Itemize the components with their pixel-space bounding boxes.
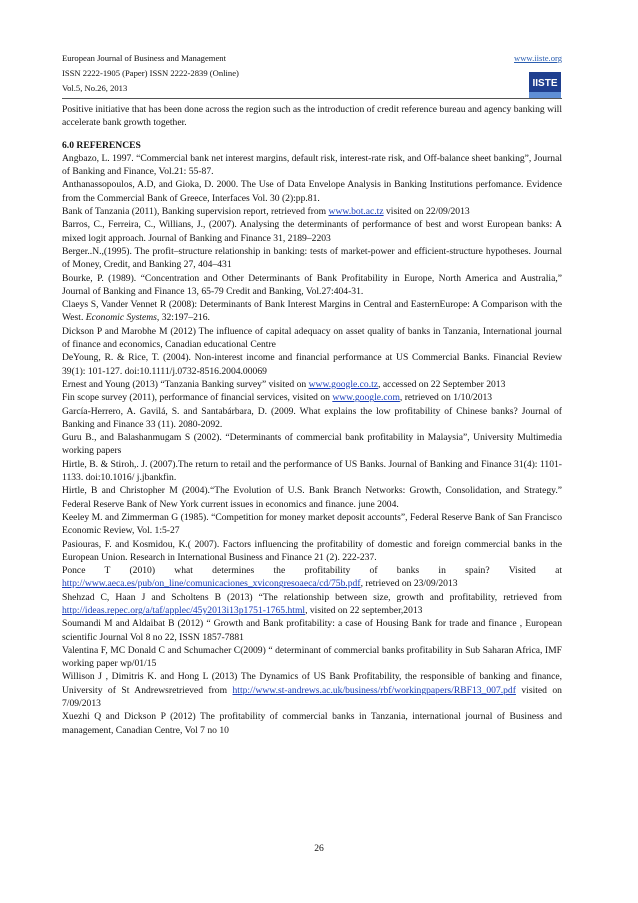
reference-entry (62, 458, 562, 485)
reference-entry (62, 325, 562, 352)
reference-text: Bourke, P. (1989). “Concentration and Other Determinants of Bank Profitability in Europe, North America and Australia,” Journal of Banking and Finance 13, 65-79 Credit and Banking, Vol.27:404-31. (62, 272, 562, 297)
journal-title: European Journal of Business and Management (62, 53, 226, 63)
reference-entry (62, 272, 562, 299)
reference-text: Keeley M. and Zimmerman G (1985). “Competition for money market deposit accounts”, Federal Reserve Bank of San Francisco Economic Review, Vol. 1:5-27 (62, 511, 562, 537)
reference-entry (62, 431, 562, 458)
reference-text: Pasiouras, F. and Kosmidou, K.( 2007). Factors influencing the profitability of domestic and foreign commercial banks in the European Union. Research in International Business and Finance 21 (2). 222-237. (62, 538, 562, 563)
reference-text-tail: , retrieved on 23/09/2013 (360, 578, 458, 590)
reference-text-tail: visited on 7/09/2013 (62, 684, 562, 710)
references-heading: 6.0 REFERENCES (62, 139, 141, 151)
reference-text-tail: , accessed on 22 September 2013 (378, 378, 506, 390)
reference-text-tail: , retrieved on 1/10/2013 (399, 392, 493, 404)
reference-entry (62, 710, 562, 737)
reference-text: Ernest and Young (2013) “Tanzania Banking survey” visited on (62, 378, 309, 390)
reference-text: Soumandi M and Aldaibat B (2012) “ Growth and Bank profitability: a case of Housing Bank for trade and finance , European scientific Journal Vol 8 no 22, ISSN 1857-7881 (62, 618, 562, 643)
reference-entry (62, 178, 562, 205)
reference-entry (62, 617, 562, 644)
reference-text: Hirtle, B. & Stiroh,. J. (2007).The return to retail and the performance of US Banks. Journal of Banking and Finance 31(4): 1101-1133. doi:10.1016/ j.jbankfin. (62, 458, 562, 484)
intro-paragraph: Positive initiative that has been done across the region such as the introduction of credit reference bureau and agency banking will accelerate bank growth together. (62, 104, 562, 129)
reference-entry (62, 391, 562, 404)
reference-entry (62, 644, 562, 671)
reference-text: Barros, C., Ferreira, C., Willians, J., (2007). Analysing the determinants of performance of best and worst European banks: A mixed logit approach. Journal of Banking and Finance 31, 2189–2203 (62, 219, 562, 244)
reference-link[interactable]: www.bot.ac.tz (328, 206, 384, 218)
reference-text: García-Herrero, A. Gavilá, S. and Santabárbara, D. (2009. What explains the low profitability of Chinese banks? Journal of Banking and Finance 33 (11). 2080-2092. (62, 405, 562, 430)
page-number: 26 (314, 843, 324, 854)
website-link[interactable]: www.iiste.org (514, 53, 562, 63)
reference-text: Fin scope survey (2011), performance of financial services, visited on (62, 392, 333, 404)
reference-text: Bank of Tanzania (2011), Banking supervision report, retrieved from (62, 206, 329, 218)
reference-text: Ponce T (2010) what determines the profitability of banks in spain? Visited at (62, 565, 562, 577)
reference-text: Xuezhi Q and Dickson P (2012) The profitability of commercial banks in Tanzania, international journal of Business and management, Canadian Centre, Vol 7 no 10 (62, 711, 562, 736)
reference-text-tail: , 32:197–216. (156, 312, 210, 324)
iiste-logo (529, 72, 561, 98)
reference-entry (62, 205, 562, 218)
reference-link[interactable]: http://www.st-andrews.ac.uk/business/rbf/workingpapers/RBF13_007.pdf (232, 684, 516, 696)
reference-entry (62, 298, 562, 325)
logo-text: IISTE (532, 78, 558, 89)
reference-text-tail: , visited on 22 september,2013 (305, 604, 423, 616)
reference-link[interactable]: www.google.com (332, 392, 400, 404)
reference-link[interactable]: http://ideas.repec.org/a/taf/applec/45y2013i13p1751-1765.html (62, 604, 306, 616)
reference-entry (62, 670, 562, 710)
reference-text: Anthanassopoulos, A.D, and Gioka, D. 2000. The Use of Data Envelope Analysis in Banking Institutions perfomance. Evidence from the Commercial Bank of Greece, Interfaces Vol. 30 (2):pp.81. (62, 179, 562, 204)
reference-text: Willison J , Dimitris K. and Hong L (2013) The Dynamics of US Bank Profitability, the responsible of banking and finance, University of St Andrewsretrieved from (62, 671, 562, 696)
reference-link[interactable]: www.google.co.tz (308, 378, 379, 390)
reference-entry (62, 564, 562, 591)
reference-journal: Economic Systems (85, 312, 157, 324)
reference-text: Berger..N.,(1995). The profit–structure relationship in banking: tests of market-power and efficient-structure hypotheses. Journal of Money, Credit, and Banking 27, 404–431 (62, 245, 562, 271)
page-body (62, 103, 562, 737)
reference-text: Valentina F, MC Donald C and Schumacher C(2009) “ determinant of commercial banks profitability in Sub Saharan Africa, IMF working paper wp/01/15 (62, 644, 562, 670)
reference-entry (62, 511, 562, 538)
reference-text: Hirtle, B and Christopher M (2004).“The Evolution of U.S. Bank Branch Networks: Growth, Consolidation, and Strategy.” Federal Reserve Bank of New York current issues in economics and finance. june 2004. (62, 485, 562, 510)
reference-text: Claeys S, Vander Vennet R (2008): Determinants of Bank Interest Margins in Central and EasternEurope: A Comparison with the West. (62, 299, 562, 324)
reference-text: Shehzad C, Haan J and Scholtens B (2013) “The relationship between size, growth and profitability, retrieved from (62, 591, 562, 603)
reference-entry (62, 218, 562, 245)
reference-entry (62, 245, 562, 272)
reference-link[interactable]: http://www.aeca.es/pub/on_line/comunicaciones_xvicongresoaeca/cd/75b.pdf (62, 578, 361, 590)
reference-text: Dickson P and Marobhe M (2012) The influence of capital adequacy on asset quality of banks in Tanzania, International journal of finance and economics, Canadian educational Centre (62, 325, 562, 351)
reference-entry (62, 378, 562, 391)
journal-header (62, 51, 562, 96)
reference-text: Guru B., and Balashanmugam S (2002). “Determinants of commercial bank profitability in Malaysia”, University Multimedia working papers (62, 432, 562, 457)
issn-line: ISSN 2222-1905 (Paper) ISSN 2222-2839 (Online) (62, 68, 239, 78)
reference-text-tail: visited on 22/09/2013 (383, 206, 470, 218)
reference-entry (62, 484, 562, 511)
reference-entry (62, 538, 562, 565)
reference-entry (62, 152, 562, 179)
reference-entry (62, 405, 562, 432)
reference-text: DeYoung, R. & Rice, T. (2004). Non-interest income and financial performance at US Commercial Banks. Financial Review 39(1): 101-127. doi:10.1111/j.0732-8516.2004.00069 (62, 352, 562, 377)
volume-line: Vol.5, No.26, 2013 (62, 83, 128, 93)
reference-entry (62, 591, 562, 618)
reference-entry (62, 351, 562, 378)
reference-list (62, 152, 562, 737)
header-divider (62, 98, 562, 99)
reference-text: Angbazo, L. 1997. “Commercial bank net interest margins, default risk, interest-rate risk, and Off-balance sheet banking”, Journal of Banking and Finance, Vol.21: 55-87. (62, 152, 562, 178)
